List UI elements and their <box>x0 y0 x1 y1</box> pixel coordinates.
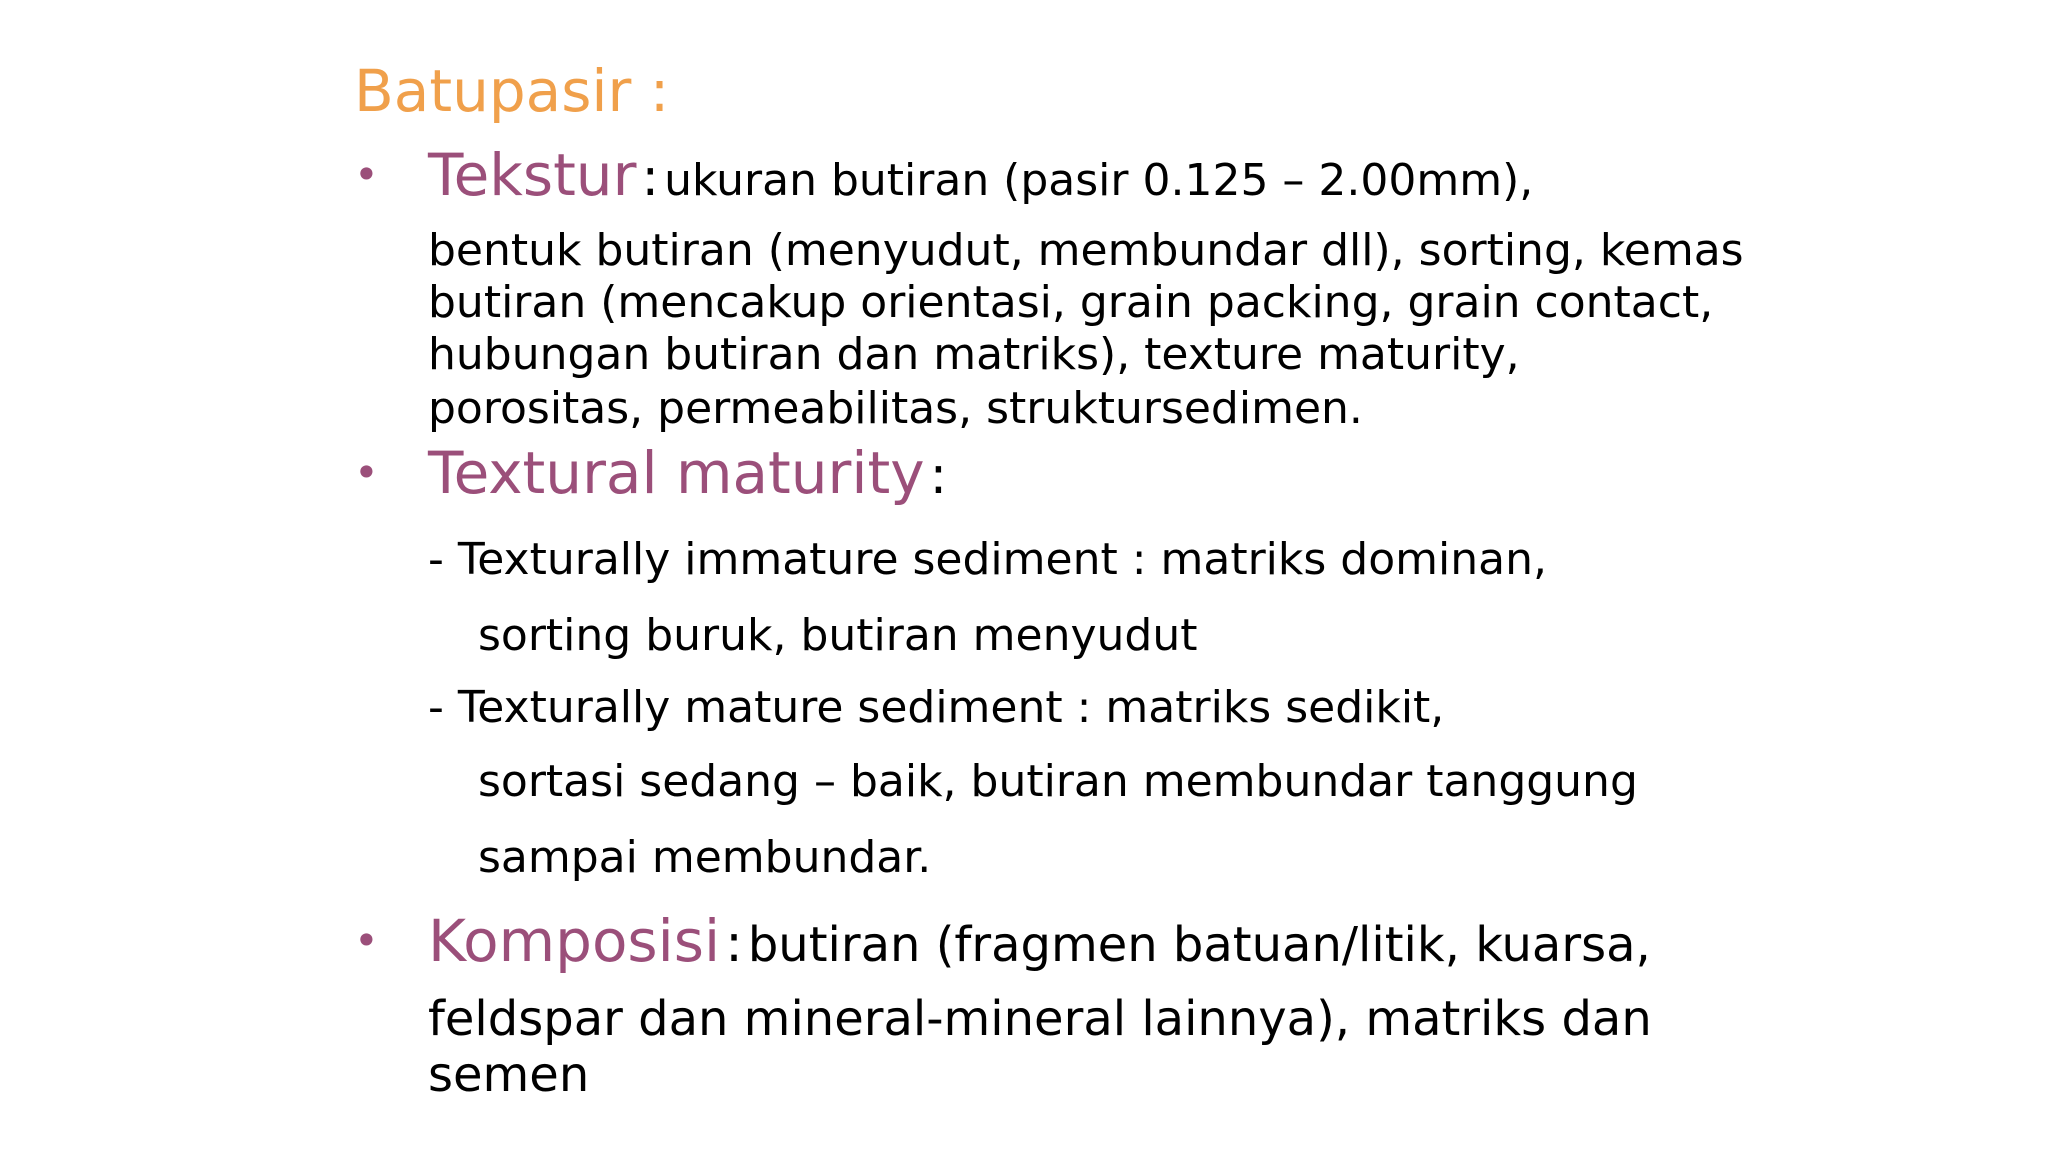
komposisi-line-1: butiran (fragmen batuan/litik, kuarsa, <box>747 917 1651 973</box>
textural-maturity-heading <box>428 438 2048 523</box>
term-tekstur: Tekstur <box>428 141 637 209</box>
komposisi-line-3: semen <box>428 1047 590 1103</box>
tekstur-line-5: porositas, permeabilitas, struktursedimen. <box>428 383 1363 434</box>
colon: : <box>725 914 743 974</box>
term-textural-maturity: Textural maturity <box>428 439 925 507</box>
immature-line-1: - Texturally immature sediment : matriks dominan, <box>428 534 1547 585</box>
tekstur-line-4: hubungan butiran dan matriks), texture maturity, <box>428 329 1520 380</box>
mature-line-3: sampai membundar. <box>478 832 932 883</box>
tekstur-line-1: ukuran butiran (pasir 0.125 – 2.00mm), <box>664 155 1534 206</box>
bullet-dot: • <box>354 916 379 965</box>
bullet-komposisi-text <box>428 906 2048 1103</box>
term-komposisi: Komposisi <box>428 907 721 975</box>
komposisi-first-line <box>428 906 2048 991</box>
colon: : <box>929 446 948 506</box>
bullet-textural-maturity-text <box>428 438 2048 523</box>
immature-line-2: sorting buruk, butiran menyudut <box>478 610 1198 661</box>
mature-line-1: - Texturally mature sediment : matriks sedikit, <box>428 682 1445 733</box>
komposisi-line-2: feldspar dan mineral-mineral lainnya), matriks dan <box>428 991 1652 1047</box>
tekstur-line-2: bentuk butiran (menyudut, membundar dll), sorting, kemas <box>428 225 1744 276</box>
tekstur-first-line <box>428 140 2048 225</box>
bullet-dot: • <box>354 448 379 497</box>
mature-line-2: sortasi sedang – baik, butiran membundar tanggung <box>478 756 1638 807</box>
bullet-tekstur-text <box>428 140 2048 437</box>
colon: : <box>641 148 660 208</box>
bullet-dot: • <box>354 150 379 199</box>
slide-title: Batupasir : <box>354 57 670 125</box>
tekstur-line-3: butiran (mencakup orientasi, grain packing, grain contact, <box>428 277 1714 328</box>
